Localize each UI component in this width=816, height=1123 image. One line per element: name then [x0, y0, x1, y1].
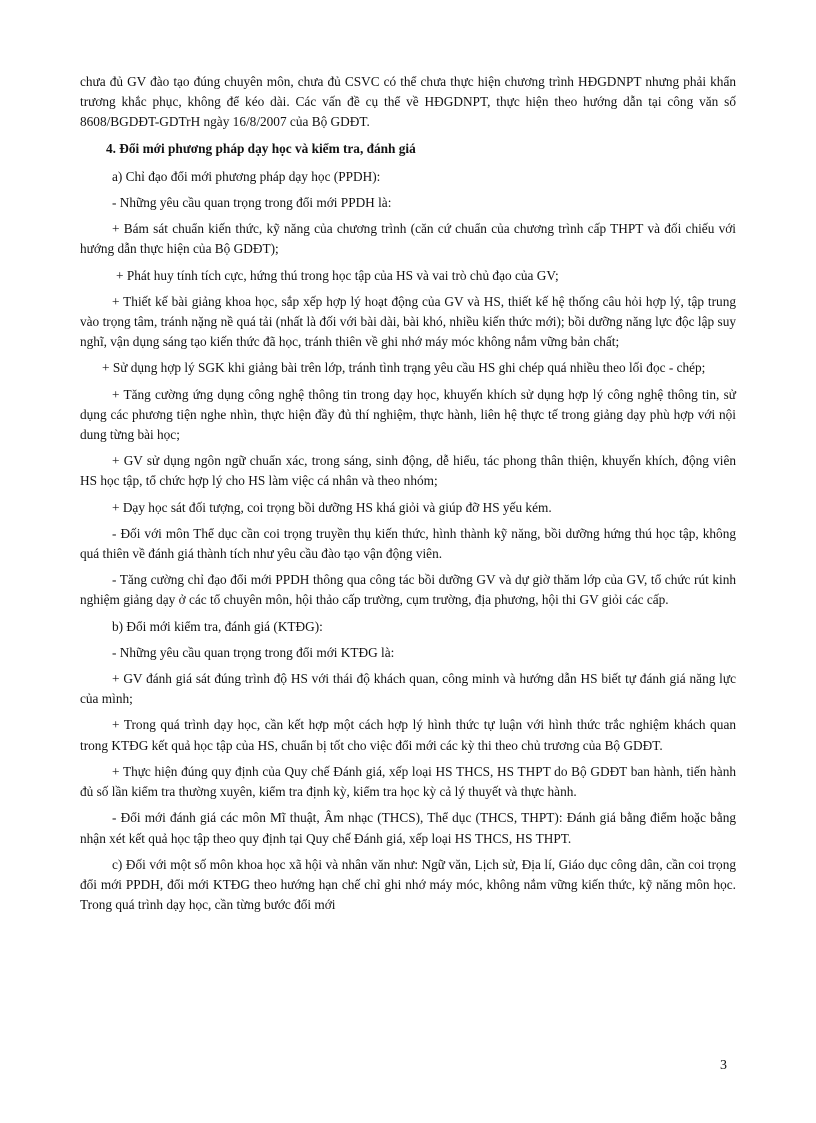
paragraph-arts-assessment: - Đổi mới đánh giá các môn Mĩ thuật, Âm nhạc (THCS), Thể dục (THCS, THPT): Đánh giá bằng điểm hoặc bằng nhận xét kết quả học tập theo quy định tại Quy chế Đánh giá, xếp loại HS THCS, HS THPT. — [80, 810, 736, 846]
paragraph-requirements-ktdg: - Những yêu cầu quan trọng trong đổi mới KTĐG là: — [112, 644, 395, 660]
bullet-item: + Thiết kế bài giảng khoa học, sắp xếp hợp lý hoạt động của GV và HS, thiết kế hệ thống câu hỏi hợp lý, tập trung vào trọng tâm, tránh nặng nề quá tải (nhất là đối với bài dài, bài khó, nhiều kiến thức mới); bồi dưỡng năng lực độc lập suy nghĩ, vận dụng sáng tạo kiến thức đã học, tránh thiên về ghi nhớ máy móc không nắm vững bản chất; — [80, 293, 736, 350]
bullet-item: + GV đánh giá sát đúng trình độ HS với thái độ khách quan, công minh và hướng dẫn HS biết tự đánh giá năng lực của mình; — [80, 671, 736, 707]
bullet-item: + Dạy học sát đối tượng, coi trọng bồi dưỡng HS khá giỏi và giúp đỡ HS yếu kém. — [112, 499, 552, 515]
bullet-item: + Phát huy tính tích cực, hứng thú trong học tập của HS và vai trò chủ đạo của GV; — [116, 267, 559, 283]
page-number: 3 — [720, 1058, 727, 1073]
bullet-item: + Tăng cường ứng dụng công nghệ thông tin trong dạy học, khuyến khích sử dụng hợp lý công nghệ thông tin, sử dụng các phương tiện nghe nhìn, thực hiện đầy đủ thí nghiệm, thực hành, liên hệ thực tế trong giảng dạy phù hợp với nội dung từng bài học; — [80, 386, 736, 443]
subsection-c-paragraph: c) Đối với một số môn khoa học xã hội và nhân văn như: Ngữ văn, Lịch sử, Địa lí, Giáo dục công dân, cần coi trọng đổi mới PPDH, đổi mới KTĐG theo hướng hạn chế chỉ ghi nhớ máy móc, không nắm vững kiến thức, kỹ năng môn học. Trong quá trình dạy học, cần từng bước đổi mới — [80, 856, 736, 913]
bullet-item: + Trong quá trình dạy học, cần kết hợp một cách hợp lý hình thức tự luận với hình thức trắc nghiệm khách quan trong KTĐG kết quả học tập của HS, chuẩn bị tốt cho việc đổi mới các kỳ thi theo chủ trương của Bộ GDĐT. — [80, 717, 736, 753]
document-page — [80, 72, 736, 921]
paragraph-requirements-ppdh: - Những yêu cầu quan trọng trong đổi mới PPDH là: — [112, 195, 392, 211]
section-heading: 4. Đổi mới phương pháp dạy học và kiểm tra, đánh giá — [106, 140, 416, 156]
paragraph-intro: chưa đủ GV đào tạo đúng chuyên môn, chưa đủ CSVC có thể chưa thực hiện chương trình HĐGDNPT nhưng phải khẩn trương khắc phục, không để kéo dài. Các vấn đề cụ thể về HĐGDNPT, thực hiện theo hướng dẫn tại công văn số 8608/BGDĐT-GDTrH ngày 16/8/2007 của Bộ GDĐT. — [80, 74, 736, 130]
paragraph-physical-education: - Đối với môn Thể dục cần coi trọng truyền thụ kiến thức, hình thành kỹ năng, bồi dưỡng hứng thú học tập, không quá thiên về đánh giá thành tích như yêu cầu đào tạo vận động viên. — [80, 525, 736, 562]
paragraph-teacher-training: - Tăng cường chỉ đạo đổi mới PPDH thông qua công tác bồi dưỡng GV và dự giờ thăm lớp của GV, tổ chức rút kinh nghiệm giảng dạy ở các tổ chuyên môn, hội thảo cấp trường, cụm trường, địa phương, hội thi GV giỏi các cấp. — [80, 572, 736, 608]
subsection-b-title: b) Đổi mới kiểm tra, đánh giá (KTĐG): — [112, 618, 323, 634]
subsection-a-title: a) Chỉ đạo đổi mới phương pháp dạy học (PPDH): — [112, 168, 381, 184]
bullet-item: + GV sử dụng ngôn ngữ chuẩn xác, trong sáng, sinh động, dễ hiểu, tác phong thân thiện, khuyến khích, động viên HS học tập, tổ chức hợp lý cho HS làm việc cá nhân và theo nhóm; — [80, 453, 736, 489]
bullet-item: + Sử dụng hợp lý SGK khi giảng bài trên lớp, tránh tình trạng yêu cầu HS ghi chép quá nhiều theo lối đọc - chép; — [102, 360, 706, 376]
bullet-item: + Bám sát chuẩn kiến thức, kỹ năng của chương trình (căn cứ chuẩn của chương trình cấp THPT và đối chiếu với hướng dẫn thực hiện của Bộ GDĐT); — [80, 221, 736, 257]
bullet-item: + Thực hiện đúng quy định của Quy chế Đánh giá, xếp loại HS THCS, HS THPT do Bộ GDĐT ban hành, tiến hành đủ số lần kiểm tra thường xuyên, kiểm tra định kỳ, kiểm tra học kỳ cả lý thuyết và thực hành. — [80, 763, 736, 800]
